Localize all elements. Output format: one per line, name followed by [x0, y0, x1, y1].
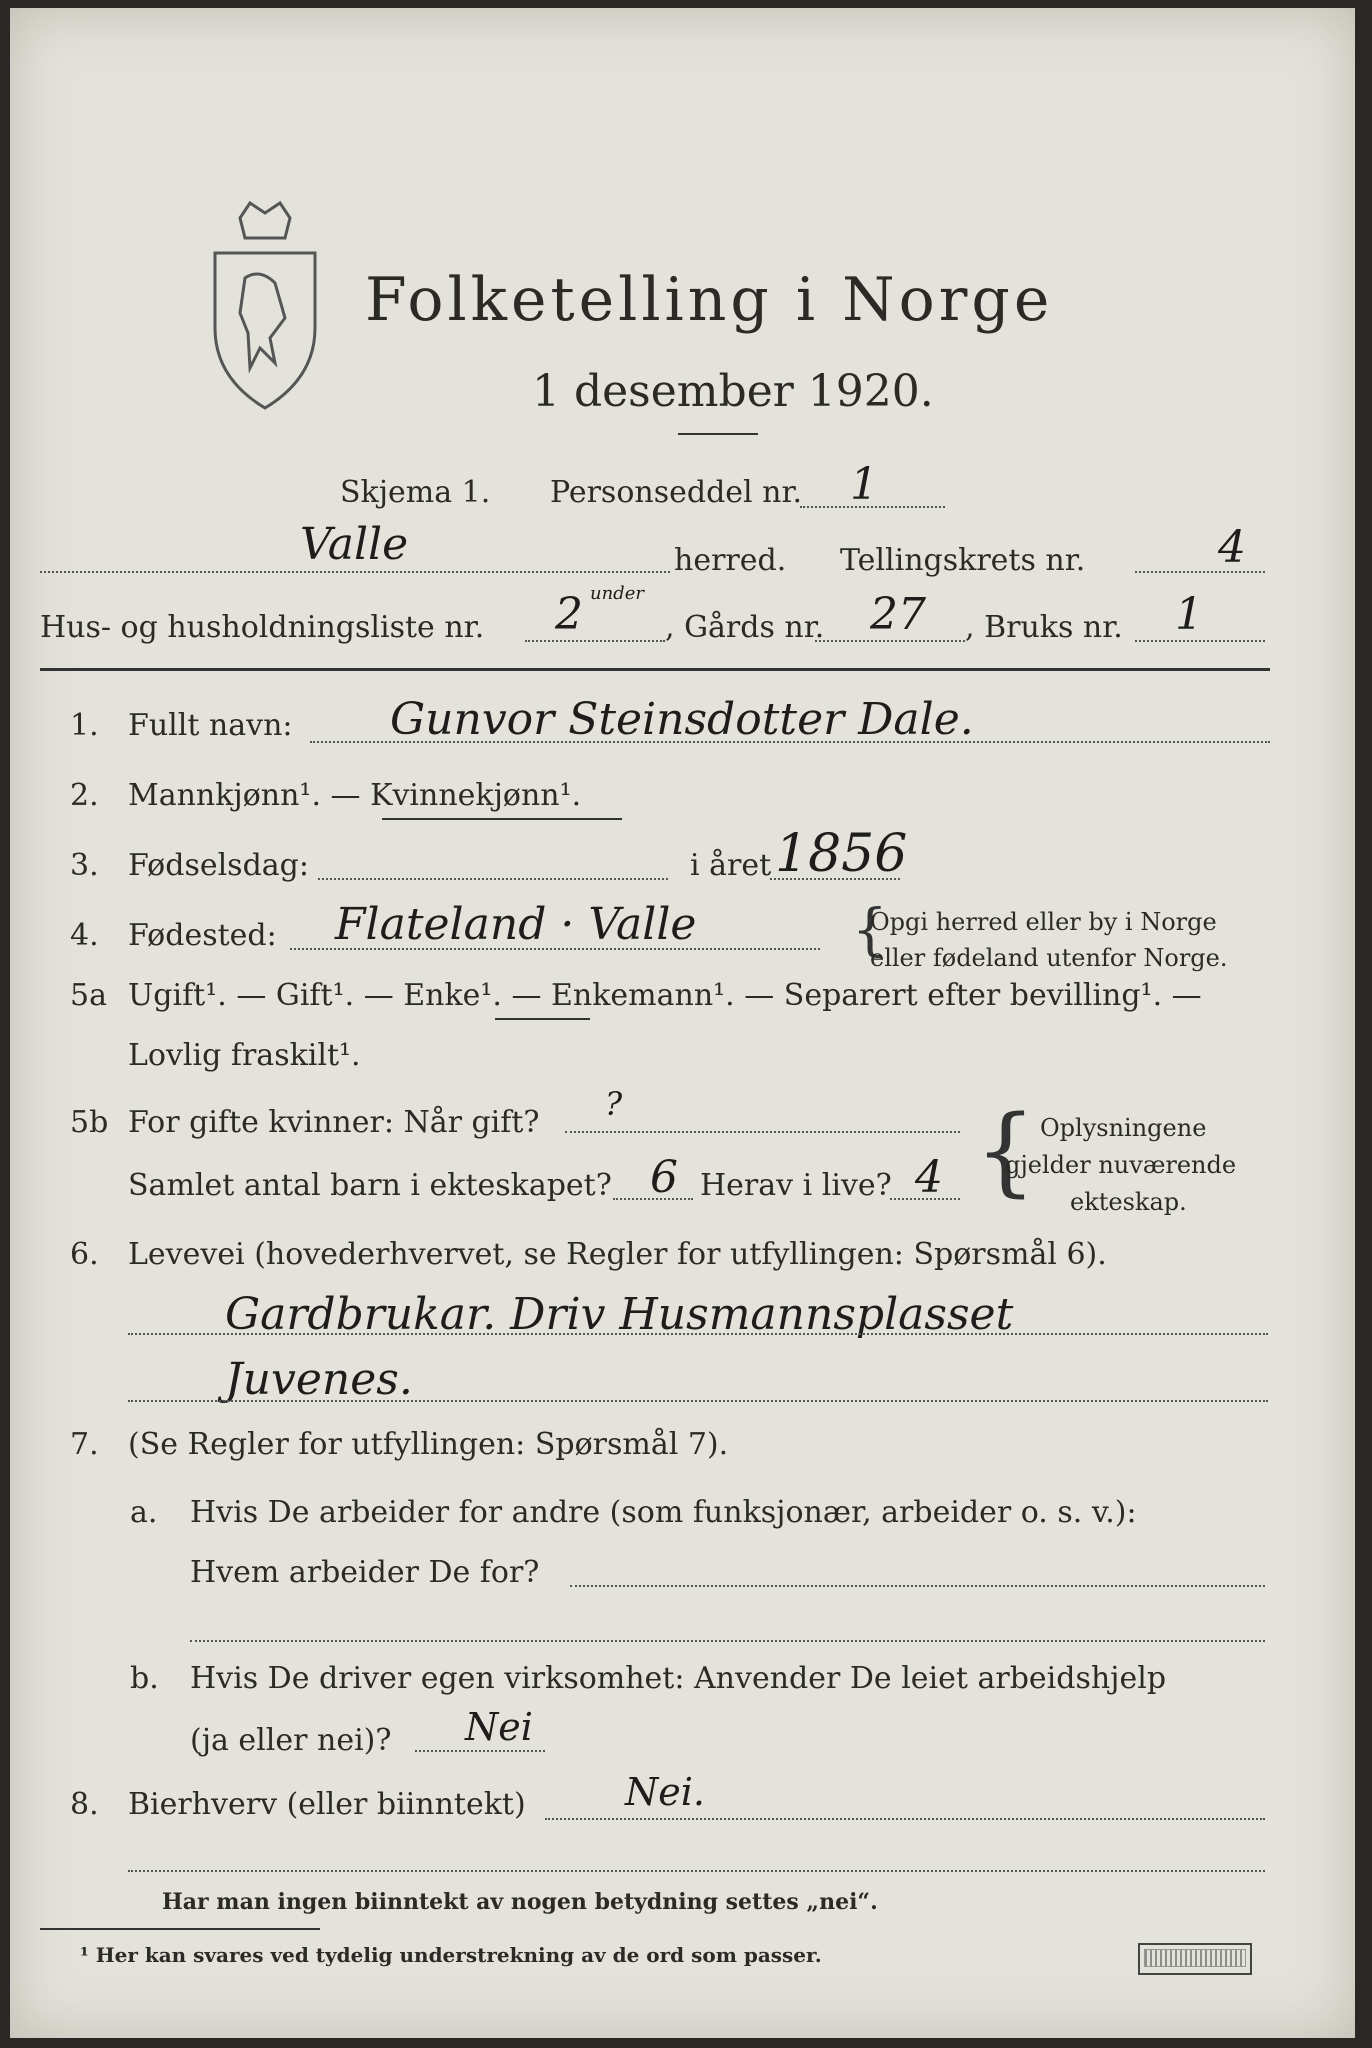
q3-line — [318, 878, 668, 880]
q2-label: Mannkjønn¹. — Kvinnekjønn¹. — [128, 778, 582, 813]
q5b-live-line — [890, 1198, 960, 1200]
q7b-label: Hvis De driver egen virksomhet: Anvender De leiet arbeidshjelp — [190, 1661, 1167, 1696]
personseddel-label: Personseddel nr. — [550, 475, 803, 510]
q5b-note-1: Oplysningene — [1040, 1114, 1207, 1142]
q1-label: Fullt navn: — [128, 708, 293, 743]
q5b-line — [565, 1131, 960, 1133]
q5b-value: ? — [605, 1085, 623, 1123]
coat-of-arms-icon — [200, 198, 330, 413]
q8-value: Nei. — [625, 1770, 705, 1814]
herred-label: herred. — [674, 543, 787, 578]
q7a-number: a. — [130, 1495, 158, 1530]
q7a-label: Hvis De arbeider for andre (som funksjonær, arbeider o. s. v.): — [190, 1495, 1137, 1530]
q4-line — [290, 948, 820, 950]
q5a-number: 5a — [70, 978, 107, 1013]
personseddel-value: 1 — [850, 459, 878, 510]
printer-stamp-icon — [1138, 1943, 1252, 1975]
kvinnekjonn-underline — [382, 818, 622, 820]
herred-line — [40, 571, 670, 573]
hus-label: Hus- og husholdningsliste nr. — [40, 610, 485, 645]
enke-underline — [495, 1018, 590, 1020]
q5b-live-value: 4 — [915, 1152, 943, 1203]
q7a-label-2: Hvem arbeider De for? — [190, 1555, 540, 1590]
footer-note: Har man ingen biinntekt av nogen betydning settes „nei“. — [162, 1889, 878, 1915]
q7b-label-2: (ja eller nei)? — [190, 1723, 392, 1758]
gards-line — [815, 640, 965, 642]
q6-line-2 — [128, 1400, 1268, 1402]
q5b-note-3: ekteskap. — [1070, 1188, 1187, 1216]
q5b-barn-line — [613, 1198, 693, 1200]
hus-value: 2 — [555, 589, 583, 640]
q4-number: 4. — [70, 918, 99, 953]
q4-note-2: eller fødeland utenfor Norge. — [870, 944, 1228, 972]
q5b-note-brace: { — [975, 1095, 1037, 1207]
q7a-line-2 — [190, 1640, 1265, 1642]
title-divider — [678, 433, 758, 435]
skjema-label: Skjema 1. — [340, 475, 491, 510]
footnote: ¹ Her kan svares ved tydelig understrekning av de ord som passer. — [80, 1943, 822, 1967]
q5a-label-2: Lovlig fraskilt¹. — [128, 1038, 361, 1073]
q6-value-2: Juvenes. — [225, 1354, 413, 1405]
q1-value: Gunvor Steinsdotter Dale. — [390, 694, 974, 745]
bruks-value: 1 — [1175, 589, 1203, 640]
census-date: 1 desember 1920. — [532, 366, 934, 417]
q3-number: 3. — [70, 848, 99, 883]
q4-note-brace: { — [852, 898, 888, 963]
q7-number: 7. — [70, 1427, 99, 1462]
hus-superscript: under — [590, 583, 644, 604]
q3-year-value: 1856 — [775, 824, 908, 884]
herred-value: Valle — [300, 519, 409, 570]
q7a-line-1 — [570, 1585, 1265, 1587]
q6-number: 6. — [70, 1237, 99, 1272]
q5b-barn-label: Samlet antal barn i ekteskapet? — [128, 1168, 612, 1203]
q7b-value: Nei — [465, 1705, 533, 1749]
q3-year-label: i året — [690, 848, 772, 883]
q5a-label: Ugift¹. — Gift¹. — Enke¹. — Enkemann¹. — Separert efter bevilling¹. — — [128, 978, 1202, 1013]
gards-label: , Gårds nr. — [665, 610, 825, 645]
q1-line — [310, 741, 1270, 743]
tellingskrets-label: Tellingskrets nr. — [840, 543, 1086, 578]
q5b-live-label: Herav i live? — [700, 1168, 892, 1203]
gards-value: 27 — [870, 589, 926, 640]
q6-label: Levevei (hovederhvervet, se Regler for utfyllingen: Spørsmål 6). — [128, 1237, 1107, 1272]
q8-label: Bierhverv (eller biinntekt) — [128, 1787, 526, 1822]
q4-label: Fødested: — [128, 918, 277, 953]
q4-note-1: Opgi herred eller by i Norge — [870, 908, 1217, 936]
q3-year-line — [770, 878, 900, 880]
bruks-label: , Bruks nr. — [965, 610, 1123, 645]
tellingskrets-value: 4 — [1218, 522, 1246, 573]
bruks-line — [1135, 640, 1265, 642]
q5b-label: For gifte kvinner: Når gift? — [128, 1105, 540, 1140]
tellingskrets-line — [1135, 571, 1265, 573]
q1-number: 1. — [70, 708, 99, 743]
q7b-number: b. — [130, 1661, 159, 1696]
personseddel-line — [800, 506, 945, 508]
q8-number: 8. — [70, 1787, 99, 1822]
census-form-page — [10, 8, 1355, 2038]
q6-value-1: Gardbrukar. Driv Husmannsplasset — [225, 1289, 1014, 1340]
q5b-note-2: gjelder nuværende — [1005, 1151, 1237, 1179]
form-title: Folketelling i Norge — [365, 265, 1054, 335]
q5b-barn-value: 6 — [650, 1152, 678, 1203]
hus-line — [525, 640, 665, 642]
q8-line-1 — [545, 1818, 1265, 1820]
q2-number: 2. — [70, 778, 99, 813]
q5b-number: 5b — [70, 1105, 109, 1140]
q7b-line — [415, 1750, 545, 1752]
q8-line-2 — [128, 1870, 1265, 1872]
q3-label: Fødselsdag: — [128, 848, 309, 883]
q7-label: (Se Regler for utfyllingen: Spørsmål 7). — [128, 1427, 729, 1462]
q6-line-1 — [128, 1333, 1268, 1335]
footnote-rule — [40, 1928, 320, 1930]
q4-value: Flateland · Valle — [335, 899, 697, 950]
header-rule — [40, 668, 1270, 671]
